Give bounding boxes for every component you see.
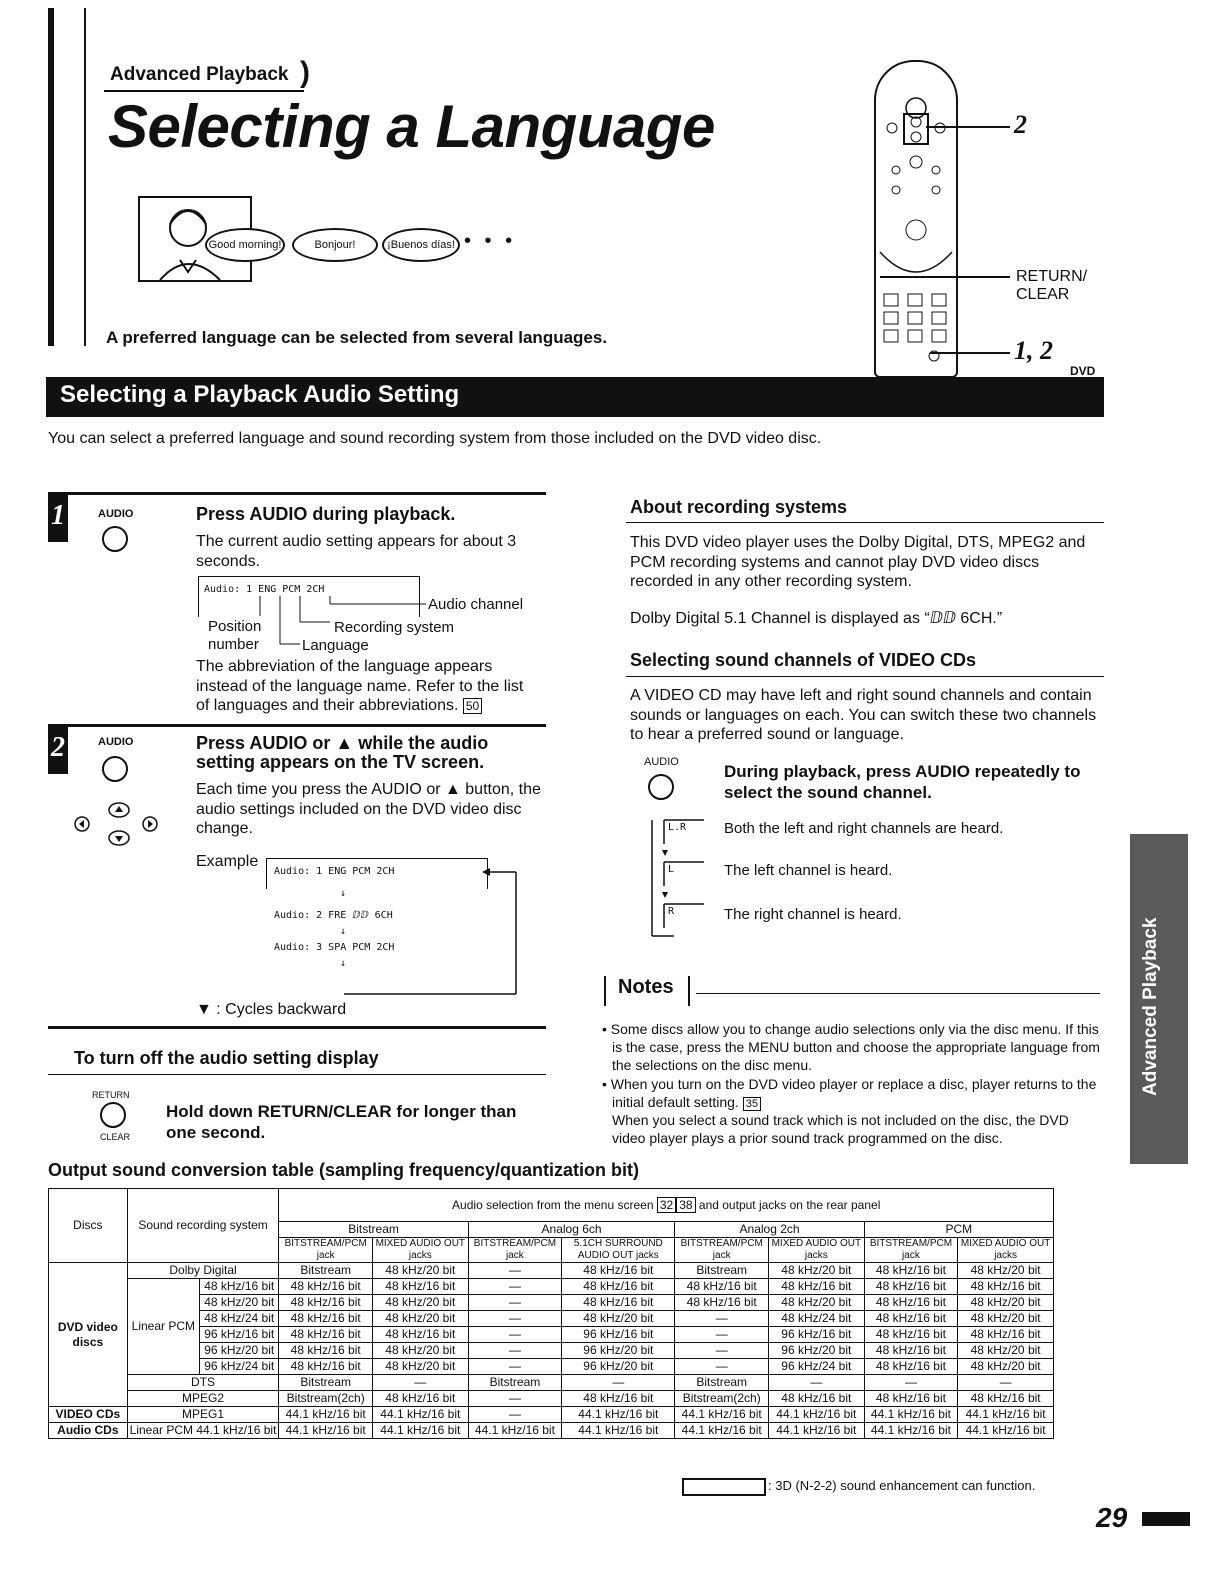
dvd-tag: DVD [1070,364,1096,378]
vcd-instruction-1: During playback, press AUDIO repeatedly to [724,762,1081,781]
value-cell: 48 kHz/24 bit [768,1311,864,1327]
value-cell: 44.1 kHz/16 bit [468,1423,562,1439]
value-cell: — [468,1359,562,1375]
legend-text: : 3D (N-2-2) sound enhancement can function. [768,1478,1036,1493]
value-cell: 44.1 kHz/16 bit [675,1423,769,1439]
vcd-rule [626,676,1104,677]
value-cell: 48 kHz/16 bit [372,1391,468,1407]
speech-bubble-english: Good morning! [205,228,285,262]
value-cell: 96 kHz/20 bit [768,1343,864,1359]
value-cell: 48 kHz/16 bit [562,1391,675,1407]
value-cell: 96 kHz/16 bit [562,1327,675,1343]
turnoff-rule [48,1074,546,1075]
label-position: Position [208,618,262,635]
value-cell: 48 kHz/16 bit [279,1327,373,1343]
label-audio-channel: Audio channel [428,596,524,613]
value-cell: 48 kHz/16 bit [279,1343,373,1359]
channel-desc-l: The left channel is heard. [724,862,893,879]
header-top [279,1189,1054,1222]
value-cell: 96 kHz/16 bit [768,1327,864,1343]
value-cell: — [468,1407,562,1423]
step2-rule [48,724,546,727]
remote-buttons-icon [876,62,956,376]
system-cell: 96 kHz/20 bit [200,1343,279,1359]
remote-control-illustration [874,60,958,378]
ref-32[interactable]: 32 [657,1197,676,1213]
value-cell: 48 kHz/16 bit [768,1279,864,1295]
value-cell: — [675,1311,769,1327]
arrow-down-icon-2: ↓ [340,926,347,937]
vcd-text: A VIDEO CD may have left and right sound channels and contain sounds or languages on each. You can switch these two channels to hear a preferred sound or language. [630,687,1097,744]
value-cell: 48 kHz/16 bit [958,1279,1054,1295]
example-label: Example [196,853,259,870]
system-cell: 48 kHz/20 bit [200,1295,279,1311]
note-page-ref[interactable]: 35 [743,1097,761,1111]
system-cell: 96 kHz/24 bit [200,1359,279,1375]
legend-box [682,1478,766,1496]
page-number: 29 [1096,1502,1128,1533]
vcd-audio-label: AUDIO [644,756,679,768]
system-cell: MPEG2 [127,1391,279,1407]
value-cell: 44.1 kHz/16 bit [958,1423,1054,1439]
callout-1-2: 1, 2 [1014,336,1053,365]
table-row [49,1327,1054,1343]
speech-bubble-french: Bonjour! [292,228,378,262]
value-cell: — [768,1375,864,1391]
label-language: Language [302,637,369,654]
value-cell: 48 kHz/16 bit [279,1311,373,1327]
callout-line-12 [930,352,1010,354]
return-label: RETURN [92,1090,130,1100]
value-cell: Bitstream [279,1375,373,1391]
group-bitstream: Bitstream [279,1222,468,1238]
callout-line-return [880,276,1010,278]
header-top-tail: and output jacks on the rear panel [698,1197,881,1212]
value-cell: 44.1 kHz/16 bit [864,1407,958,1423]
header-discs: Discs [49,1189,128,1263]
example-osd-1: Audio: 1 ENG PCM 2CH [274,866,395,877]
value-cell: 48 kHz/20 bit [372,1311,468,1327]
speech-bubble-spanish: ¡Buenos días! [382,228,460,262]
value-cell: 48 kHz/16 bit [675,1295,769,1311]
table-row [49,1343,1054,1359]
system-cell: 96 kHz/16 bit [200,1327,279,1343]
audio-button-icon-2 [102,756,128,782]
section-intro: You can select a preferred language and sound recording system from those included on the DVD video disc. [48,430,822,447]
step1-number: 1 [48,494,68,542]
group-pcm: PCM [864,1222,1053,1238]
about-heading: About recording systems [630,497,848,517]
notes-title: Notes [618,976,674,998]
notes-list [600,1020,1100,1147]
sub-2: MIXED AUDIO OUT jacks [372,1238,468,1263]
linear-pcm-label: Linear PCM [127,1279,199,1375]
value-cell: — [958,1375,1054,1391]
step2-heading-1: Press AUDIO or ▲ while the audio [196,733,489,753]
step2-heading-2: setting appears on the TV screen. [196,752,485,772]
value-cell: 48 kHz/20 bit [958,1359,1054,1375]
value-cell: 48 kHz/20 bit [958,1343,1054,1359]
value-cell: — [562,1375,675,1391]
conversion-table [48,1188,1054,1439]
note-text-2: When you turn on the DVD video player or replace a disc, player returns to the initial default setting. [610,1075,1097,1110]
system-cell: 48 kHz/16 bit [200,1279,279,1295]
value-cell: 48 kHz/16 bit [864,1327,958,1343]
value-cell: — [468,1343,562,1359]
disc-vcd_row: VIDEO CDs [49,1407,128,1423]
value-cell: 48 kHz/20 bit [372,1343,468,1359]
value-cell: Bitstream [675,1263,769,1279]
value-cell: — [372,1375,468,1391]
value-cell: 44.1 kHz/16 bit [372,1423,468,1439]
step2-end-rule [48,1026,546,1029]
sub-7: BITSTREAM/PCM jack [864,1238,958,1263]
return-clear-button-icon [100,1102,126,1128]
disc-cd_row: Audio CDs [49,1423,128,1439]
about-text-1: This DVD video player uses the Dolby Digital, DTS, MPEG2 and PCM recording systems and cannot play DVD video discs recorded in any other recording system. [630,534,1086,591]
system-cell: 48 kHz/24 bit [200,1311,279,1327]
arrow-down-icon-3: ↓ [340,958,347,969]
value-cell: 48 kHz/20 bit [768,1295,864,1311]
value-cell: 48 kHz/16 bit [675,1279,769,1295]
channel-desc-lr: Both the left and right channels are heard. [724,820,1004,837]
value-cell: 44.1 kHz/16 bit [279,1423,373,1439]
channel-cycle-lines [648,816,708,940]
sub-8: MIXED AUDIO OUT jacks [958,1238,1054,1263]
value-cell: — [675,1359,769,1375]
header-top-text: Audio selection from the menu screen [452,1197,654,1212]
value-cell: 48 kHz/16 bit [864,1295,958,1311]
label-recording-system: Recording system [334,619,455,636]
vcd-heading: Selecting sound channels of VIDEO CDs [630,650,977,670]
step2-audio-label: AUDIO [98,736,134,748]
table-title: Output sound conversion table (sampling frequency/quantization bit) [48,1160,640,1180]
step2-text: Each time you press the AUDIO or ▲ button, the audio settings included on the DVD video disc change. [196,781,541,838]
value-cell: 48 kHz/16 bit [562,1279,675,1295]
value-cell: 48 kHz/20 bit [372,1263,468,1279]
sub-4: 5.1CH SURROUND AUDIO OUT jacks [562,1238,675,1263]
notes-rule [696,993,1100,994]
disc-dvd: DVD video discs [49,1263,128,1407]
value-cell: 48 kHz/16 bit [958,1327,1054,1343]
sub-1: BITSTREAM/PCM jack [279,1238,373,1263]
value-cell: 48 kHz/16 bit [768,1391,864,1407]
value-cell: — [468,1327,562,1343]
value-cell: 44.1 kHz/16 bit [864,1423,958,1439]
table-row [49,1263,1054,1279]
cursor-buttons-icon [74,800,164,850]
group-analog6: Analog 6ch [468,1222,675,1238]
table-row [49,1279,1054,1295]
value-cell: 44.1 kHz/16 bit [562,1407,675,1423]
step1-text: The current audio setting appears for about 3 seconds. [196,533,517,570]
ellipsis-dots: • • • [464,230,517,252]
breadcrumb-paren: ) [300,56,310,89]
value-cell: 96 kHz/20 bit [562,1359,675,1375]
value-cell: — [468,1263,562,1279]
step1-text2-content: The abbreviation of the language appears instead of the language name. Refer to the list of languages and their abbreviations. [196,658,524,715]
value-cell: 48 kHz/16 bit [864,1279,958,1295]
step1-audio-label: AUDIO [98,508,134,520]
breadcrumb: Advanced Playback [110,64,289,85]
value-cell: 48 kHz/16 bit [864,1359,958,1375]
table-row-cd [49,1423,1054,1439]
dvd-rows [49,1263,1054,1407]
value-cell: — [468,1311,562,1327]
value-cell: — [864,1375,958,1391]
step1-rule [48,492,546,495]
sub-5: BITSTREAM/PCM jack [675,1238,769,1263]
arrow-down-icon-1: ↓ [340,888,347,899]
table-row [49,1359,1054,1375]
clear-label: CLEAR [100,1132,131,1142]
callout-2: 2 [1014,110,1027,139]
table-header-row-1 [49,1189,1054,1222]
vcd-instruction-2: select the sound channel. [724,783,932,802]
sub-3: BITSTREAM/PCM jack [468,1238,562,1263]
value-cell: 48 kHz/20 bit [958,1263,1054,1279]
turnoff-text-1: Hold down RETURN/CLEAR for longer than [166,1102,517,1121]
table-row [49,1311,1054,1327]
page-title: Selecting a Language [108,93,715,160]
value-cell: 48 kHz/16 bit [864,1343,958,1359]
step2-number: 2 [48,726,68,774]
margin-bar-thick [48,8,54,346]
value-cell: 96 kHz/20 bit [562,1343,675,1359]
value-cell: 48 kHz/16 bit [562,1295,675,1311]
cycles-backward: ▼ : Cycles backward [196,1001,347,1018]
value-cell: Bitstream [675,1375,769,1391]
note-item-1: • Some discs allow you to change audio selections only via the disc menu. If this is the case, press the MENU button and choose the appropriate language from the selections on the disc menu. [602,1021,1100,1074]
value-cell: 48 kHz/20 bit [958,1295,1054,1311]
table-row [49,1375,1054,1391]
value-cell: 48 kHz/20 bit [372,1295,468,1311]
margin-bar-thin [84,8,86,346]
example-osd-3: Audio: 3 SPA PCM 2CH [274,942,395,953]
value-cell: 48 kHz/16 bit [279,1295,373,1311]
value-cell: — [675,1327,769,1343]
lead-text: A preferred language can be selected from several languages. [106,328,608,347]
header-system: Sound recording system [127,1189,279,1263]
value-cell: — [468,1279,562,1295]
system-cell: Linear PCM 44.1 kHz/16 bit [127,1423,279,1439]
value-cell: 48 kHz/16 bit [864,1311,958,1327]
value-cell: 48 kHz/20 bit [958,1311,1054,1327]
group-analog2: Analog 2ch [675,1222,864,1238]
turnoff-text-2: one second. [166,1123,266,1142]
value-cell: Bitstream(2ch) [279,1391,373,1407]
value-cell: 44.1 kHz/16 bit [562,1423,675,1439]
value-cell: 48 kHz/16 bit [562,1263,675,1279]
value-cell: 48 kHz/20 bit [768,1263,864,1279]
value-cell: 44.1 kHz/16 bit [958,1407,1054,1423]
vcd-audio-button-icon [648,774,674,800]
table-row [49,1391,1054,1407]
step1-heading: Press AUDIO during playback. [196,504,456,524]
system-cell: MPEG1 [127,1407,279,1423]
system-cell: DTS [127,1375,279,1391]
value-cell: 44.1 kHz/16 bit [675,1407,769,1423]
value-cell: 44.1 kHz/16 bit [372,1407,468,1423]
side-tab-label: Advanced Playback [1140,917,1161,1096]
note-text-1: Some discs allow you to change audio selections only via the disc menu. If this is the case, press the MENU button and choose the appropriate language from the selections on the disc menu. [610,1021,1100,1074]
value-cell: — [468,1391,562,1407]
value-cell: — [675,1343,769,1359]
value-cell: 44.1 kHz/16 bit [768,1407,864,1423]
channel-tag-l: L [668,864,675,875]
table-row-vcd [49,1407,1054,1423]
channel-tag-lr: L.R [668,822,687,833]
about-text-2: Dolby Digital 5.1 Channel is displayed as “ⅅⅅ 6CH.” [630,610,1003,627]
value-cell: Bitstream(2ch) [675,1391,769,1407]
step1-text2 [196,657,536,716]
value-cell: 48 kHz/20 bit [562,1311,675,1327]
callout-return: RETURN/ [1016,268,1088,285]
section-title: Selecting a Playback Audio Setting [60,381,460,408]
value-cell: 44.1 kHz/16 bit [279,1407,373,1423]
table-row [49,1295,1054,1311]
step1-osd: Audio: 1 ENG PCM 2CH [204,584,325,595]
value-cell: 48 kHz/20 bit [372,1359,468,1375]
value-cell: — [468,1295,562,1311]
sub-6: MIXED AUDIO OUT jacks [768,1238,864,1263]
channel-tag-r: R [668,906,675,917]
note-item-2: • When you turn on the DVD video player or replace a disc, player returns to the initial default setting. 35 [602,1075,1097,1110]
value-cell: 48 kHz/16 bit [372,1279,468,1295]
audio-button-icon [102,526,128,552]
value-cell: 48 kHz/16 bit [279,1279,373,1295]
about-rule [626,522,1104,523]
callout-clear: CLEAR [1016,286,1070,303]
label-number: number [208,636,259,653]
value-cell: 48 kHz/16 bit [864,1263,958,1279]
channel-desc-r: The right channel is heard. [724,906,902,923]
cycle-loop-lines [330,868,530,996]
note-item-3: When you select a sound track which is not included on the disc, the DVD video player plays a prior sound track programmed on the disc. [612,1112,1069,1147]
example-osd-2: Audio: 2 FRE ⅅⅅ 6CH [274,910,393,921]
value-cell: Bitstream [279,1263,373,1279]
callout-line-2 [926,126,1010,128]
value-cell: 48 kHz/16 bit [279,1359,373,1375]
ref-38[interactable]: 38 [676,1197,695,1213]
value-cell: 96 kHz/24 bit [768,1359,864,1375]
page-number-bar [1142,1512,1190,1526]
system-cell: Dolby Digital [127,1263,279,1279]
value-cell: 48 kHz/16 bit [372,1327,468,1343]
value-cell: 48 kHz/16 bit [864,1391,958,1407]
value-cell: 44.1 kHz/16 bit [768,1423,864,1439]
value-cell: Bitstream [468,1375,562,1391]
value-cell: 48 kHz/16 bit [958,1391,1054,1407]
step1-page-ref[interactable]: 50 [463,698,482,714]
turnoff-heading: To turn off the audio setting display [74,1048,379,1068]
